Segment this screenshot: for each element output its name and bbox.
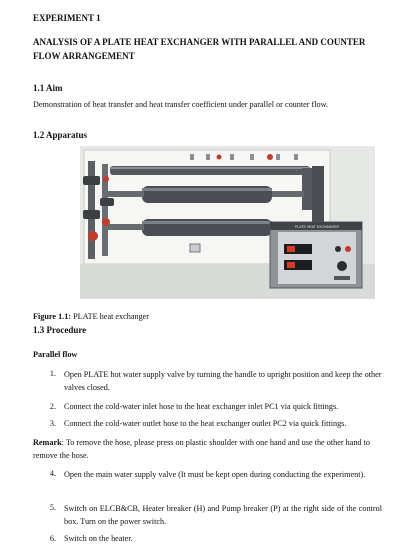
aim-text: Demonstration of heat transfer and heat transfer coefficient under parallel or counter flow. [33, 100, 329, 109]
experiment-label: EXPERIMENT 1 [33, 13, 101, 23]
document-title: ANALYSIS OF A PLATE HEAT EXCHANGER WITH PARALLEL AND COUNTER FLOW ARRANGEMENT [33, 37, 366, 61]
step-number: 5. [49, 503, 56, 512]
remark-label: Remark [33, 438, 62, 447]
figure-caption-label: Figure 1.1: [33, 312, 72, 321]
step-number: 2. [49, 402, 56, 411]
step-text: Open PLATE hot water supply valve by turning the handle to upright position and keep the other valves closed. [64, 370, 382, 393]
step-text: Connect the cold-water inlet hose to the heat exchanger inlet PC1 via quick fittings. [64, 402, 339, 411]
step-number: 1. [49, 369, 56, 378]
step-text: Open the main water supply valve (It must be kept open during conducting the experiment). [64, 470, 366, 479]
step-text: Switch on the heater. [64, 534, 133, 543]
apparatus-photo [80, 146, 375, 299]
remark-text: : To remove the hose, please press on plastic shoulder with one hand and use the other hand to remove the hose. [33, 438, 370, 461]
apparatus-heading: 1.2 Apparatus [33, 130, 88, 140]
parallel-flow-subheading: Parallel flow [33, 350, 78, 359]
plate-heat-exchanger-illustration [80, 146, 375, 299]
remark-note [33, 436, 383, 462]
procedure-heading: 1.3 Procedure [33, 325, 87, 335]
step-text: Connect the cold-water outlet hose to the heat exchanger outlet PC2 via quick fittings. [64, 419, 347, 428]
step-number: 3. [49, 419, 56, 428]
aim-heading: 1.1 Aim [33, 83, 63, 93]
control-box-label: PLATE HEAT EXCHANGER [295, 225, 339, 229]
step-number: 4. [49, 469, 56, 478]
figure-caption-text: PLATE heat exchanger [71, 312, 150, 321]
figure-caption [33, 311, 149, 322]
step-text: Switch on ELCB&CB, Heater breaker (H) and Pump breaker (P) at the right side of the control box. Turn on the power switch. [64, 504, 382, 527]
step-number: 6. [49, 534, 56, 543]
